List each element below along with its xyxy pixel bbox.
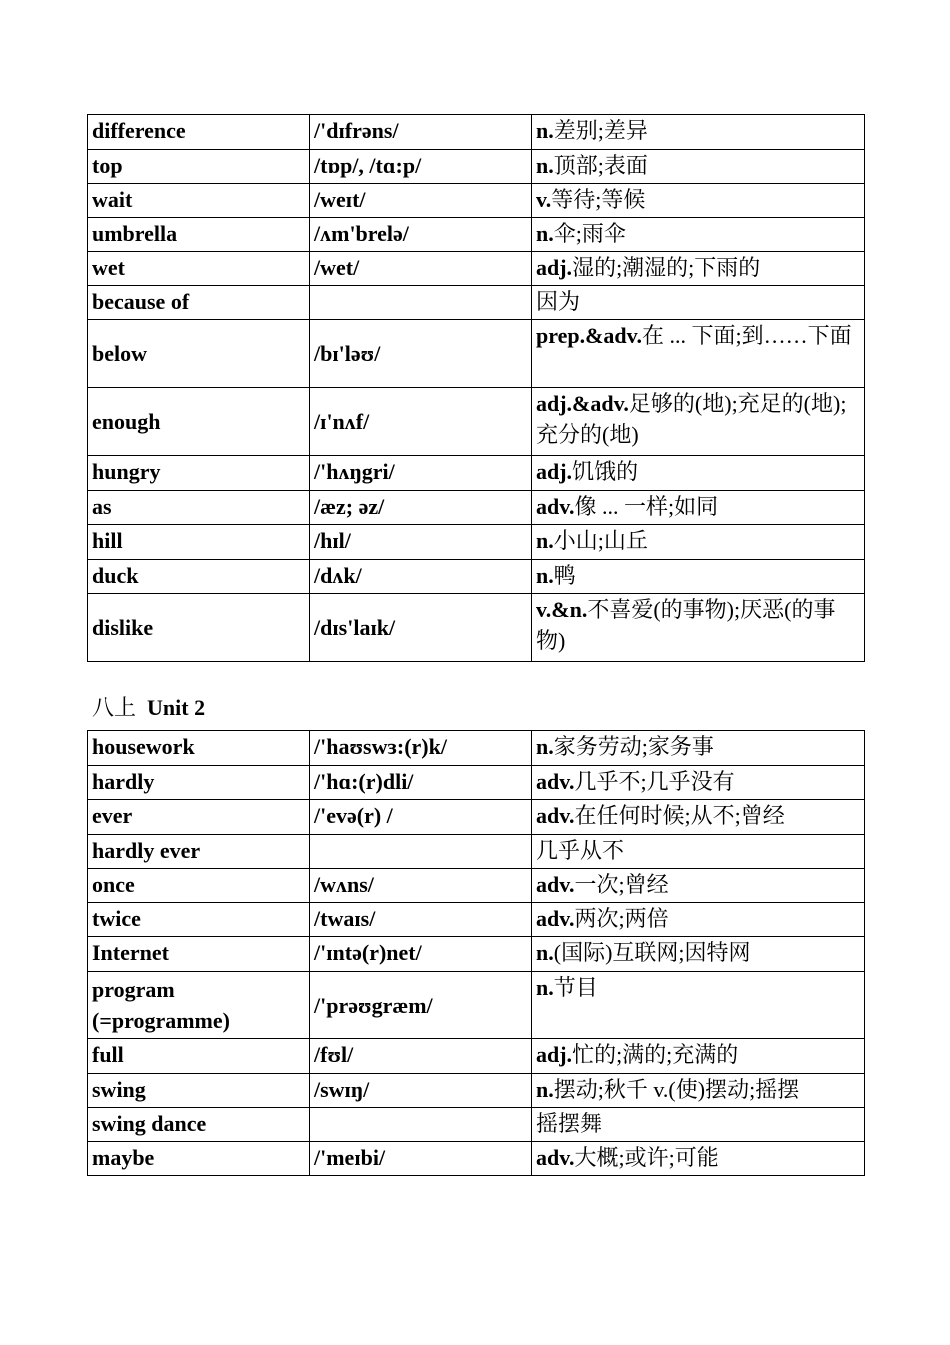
phonetic-cell: /'ɪntə(r)net/ — [310, 937, 532, 972]
table-row — [88, 835, 865, 869]
word-cell: hungry — [88, 456, 310, 491]
meaning-text: 因为 — [536, 289, 581, 314]
meaning-text: 不喜爱(的事物);厌恶(的事物) — [536, 597, 836, 653]
meaning-text: (国际)互联网;因特网 — [553, 940, 751, 965]
phonetic-cell: /weɪt/ — [310, 184, 532, 218]
definition-cell — [532, 560, 865, 594]
definition-cell — [532, 252, 865, 286]
definition-cell — [532, 1108, 865, 1142]
part-of-speech: n. — [536, 975, 554, 1000]
table-row — [88, 800, 865, 835]
table-row — [88, 1039, 865, 1074]
definition-cell — [532, 1074, 865, 1108]
part-of-speech: adv. — [536, 872, 575, 897]
phonetic-cell — [310, 286, 532, 320]
phonetic-cell: /wet/ — [310, 252, 532, 286]
table-row — [88, 1108, 865, 1142]
definition-cell — [532, 115, 865, 150]
word-cell: hardly — [88, 766, 310, 800]
definition-cell — [532, 150, 865, 184]
part-of-speech: adv. — [536, 906, 575, 931]
part-of-speech: adv. — [536, 494, 575, 519]
phonetic-cell: /'hɑ:(r)dli/ — [310, 766, 532, 800]
vocabulary-table-body — [88, 115, 865, 662]
word-cell: Internet — [88, 937, 310, 972]
word-cell: as — [88, 491, 310, 525]
grade-label: 八上 — [92, 695, 137, 720]
definition-cell — [532, 525, 865, 560]
definition-cell — [532, 388, 865, 456]
definition-cell — [532, 937, 865, 972]
meaning-text: 在 ... 下面;到……下面 — [641, 323, 852, 348]
phonetic-cell: /bɪ'ləʊ/ — [310, 320, 532, 388]
meaning-text: 几乎从不 — [536, 838, 625, 863]
part-of-speech: n. — [536, 734, 554, 759]
table-row — [88, 150, 865, 184]
part-of-speech: adj. — [536, 459, 573, 484]
word-cell: wait — [88, 184, 310, 218]
part-of-speech: n. — [536, 1077, 554, 1102]
phonetic-cell: /'hʌŋgri/ — [310, 456, 532, 491]
word-cell: once — [88, 869, 310, 903]
phonetic-cell: /dʌk/ — [310, 560, 532, 594]
definition-cell — [532, 800, 865, 835]
word-cell: difference — [88, 115, 310, 150]
vocabulary-table-2 — [87, 730, 865, 1176]
meaning-text: 伞;雨伞 — [553, 221, 626, 246]
table-row — [88, 594, 865, 662]
meaning-text: 节目 — [553, 975, 598, 1000]
word-cell: because of — [88, 286, 310, 320]
phonetic-cell: /ʌm'brelə/ — [310, 218, 532, 252]
table-row — [88, 286, 865, 320]
part-of-speech: adj. — [536, 255, 573, 280]
phonetic-cell: /wʌns/ — [310, 869, 532, 903]
definition-cell — [532, 1142, 865, 1176]
part-of-speech: n. — [536, 528, 554, 553]
part-of-speech: n. — [536, 221, 554, 246]
part-of-speech: n. — [536, 940, 554, 965]
meaning-text: 几乎不;几乎没有 — [574, 769, 735, 794]
word-cell: top — [88, 150, 310, 184]
definition-cell — [532, 903, 865, 937]
table-row — [88, 388, 865, 456]
phonetic-cell — [310, 1108, 532, 1142]
table-row — [88, 903, 865, 937]
meaning-text: 一次;曾经 — [574, 872, 669, 897]
definition-cell — [532, 320, 865, 388]
phonetic-cell: /'haʊswɜ:(r)k/ — [310, 731, 532, 766]
word-cell: hardly ever — [88, 835, 310, 869]
phonetic-cell: /hɪl/ — [310, 525, 532, 560]
word-cell: dislike — [88, 594, 310, 662]
part-of-speech: adv. — [536, 769, 575, 794]
part-of-speech: v. — [536, 187, 552, 212]
table-row — [88, 252, 865, 286]
definition-cell — [532, 491, 865, 525]
meaning-text: 小山;山丘 — [553, 528, 648, 553]
part-of-speech: adj. — [536, 1042, 573, 1067]
phonetic-cell: /swɪŋ/ — [310, 1074, 532, 1108]
definition-cell — [532, 184, 865, 218]
table-row — [88, 1142, 865, 1176]
meaning-text: 大概;或许;可能 — [574, 1145, 719, 1170]
meaning-text: 像 ... 一样;如同 — [574, 494, 719, 519]
word-cell: twice — [88, 903, 310, 937]
table-row — [88, 560, 865, 594]
definition-cell — [532, 731, 865, 766]
table-row — [88, 1074, 865, 1108]
phonetic-cell: /twaɪs/ — [310, 903, 532, 937]
unit-label: Unit 2 — [147, 695, 206, 720]
part-of-speech: adj.&adv. — [536, 391, 629, 416]
word-cell: enough — [88, 388, 310, 456]
meaning-text: 摇摆舞 — [536, 1111, 603, 1136]
part-of-speech: v.&n. — [536, 597, 588, 622]
phonetic-cell: /'dɪfrəns/ — [310, 115, 532, 150]
vocabulary-table-1 — [87, 114, 865, 662]
meaning-text: 摆动;秋千 v.(使)摆动;摇摆 — [553, 1077, 800, 1102]
table-row — [88, 731, 865, 766]
definition-cell — [532, 594, 865, 662]
definition-cell — [532, 286, 865, 320]
table-row — [88, 937, 865, 972]
word-cell: swing dance — [88, 1108, 310, 1142]
word-cell: full — [88, 1039, 310, 1074]
phonetic-cell: /'meɪbi/ — [310, 1142, 532, 1176]
word-cell: hill — [88, 525, 310, 560]
word-cell: umbrella — [88, 218, 310, 252]
definition-cell — [532, 218, 865, 252]
phonetic-cell: /'evə(r) / — [310, 800, 532, 835]
definition-cell — [532, 869, 865, 903]
meaning-text: 等待;等候 — [551, 187, 646, 212]
phonetic-cell — [310, 835, 532, 869]
phonetic-cell: /æz; əz/ — [310, 491, 532, 525]
part-of-speech: n. — [536, 118, 554, 143]
word-cell: maybe — [88, 1142, 310, 1176]
table-row — [88, 972, 865, 1039]
vocabulary-table-body — [88, 731, 865, 1176]
meaning-text: 顶部;表面 — [553, 153, 648, 178]
meaning-text: 家务劳动;家务事 — [553, 734, 714, 759]
phonetic-cell: /'prəʊgræm/ — [310, 972, 532, 1039]
phonetic-cell: /ɪ'nʌf/ — [310, 388, 532, 456]
word-cell: ever — [88, 800, 310, 835]
word-cell: wet — [88, 252, 310, 286]
meaning-text: 差别;差异 — [553, 118, 648, 143]
table-row — [88, 525, 865, 560]
table-row — [88, 320, 865, 388]
table-row — [88, 218, 865, 252]
definition-cell — [532, 766, 865, 800]
part-of-speech: n. — [536, 563, 554, 588]
word-cell: swing — [88, 1074, 310, 1108]
definition-cell — [532, 835, 865, 869]
part-of-speech: adv. — [536, 1145, 575, 1170]
unit-heading — [92, 694, 205, 722]
definition-cell — [532, 972, 865, 1039]
definition-cell — [532, 1039, 865, 1074]
meaning-text: 足够的(地);充足的(地);充分的(地) — [536, 391, 847, 447]
definition-cell — [532, 456, 865, 491]
part-of-speech: adv. — [536, 803, 575, 828]
meaning-text: 两次;两倍 — [574, 906, 669, 931]
meaning-text: 湿的;潮湿的;下雨的 — [572, 255, 761, 280]
word-cell: program (=programme) — [88, 972, 310, 1039]
phonetic-cell: /fʊl/ — [310, 1039, 532, 1074]
table-row — [88, 766, 865, 800]
table-row — [88, 184, 865, 218]
meaning-text: 在任何时候;从不;曾经 — [574, 803, 785, 828]
part-of-speech: n. — [536, 153, 554, 178]
meaning-text: 鸭 — [553, 563, 576, 588]
phonetic-cell: /dɪs'laɪk/ — [310, 594, 532, 662]
phonetic-cell: /tɒp/, /tɑ:p/ — [310, 150, 532, 184]
word-cell: below — [88, 320, 310, 388]
word-cell: duck — [88, 560, 310, 594]
table-row — [88, 491, 865, 525]
part-of-speech: prep.&adv. — [536, 323, 642, 348]
meaning-text: 忙的;满的;充满的 — [572, 1042, 739, 1067]
table-row — [88, 115, 865, 150]
table-row — [88, 869, 865, 903]
word-cell: housework — [88, 731, 310, 766]
table-row — [88, 456, 865, 491]
meaning-text: 饥饿的 — [572, 459, 639, 484]
